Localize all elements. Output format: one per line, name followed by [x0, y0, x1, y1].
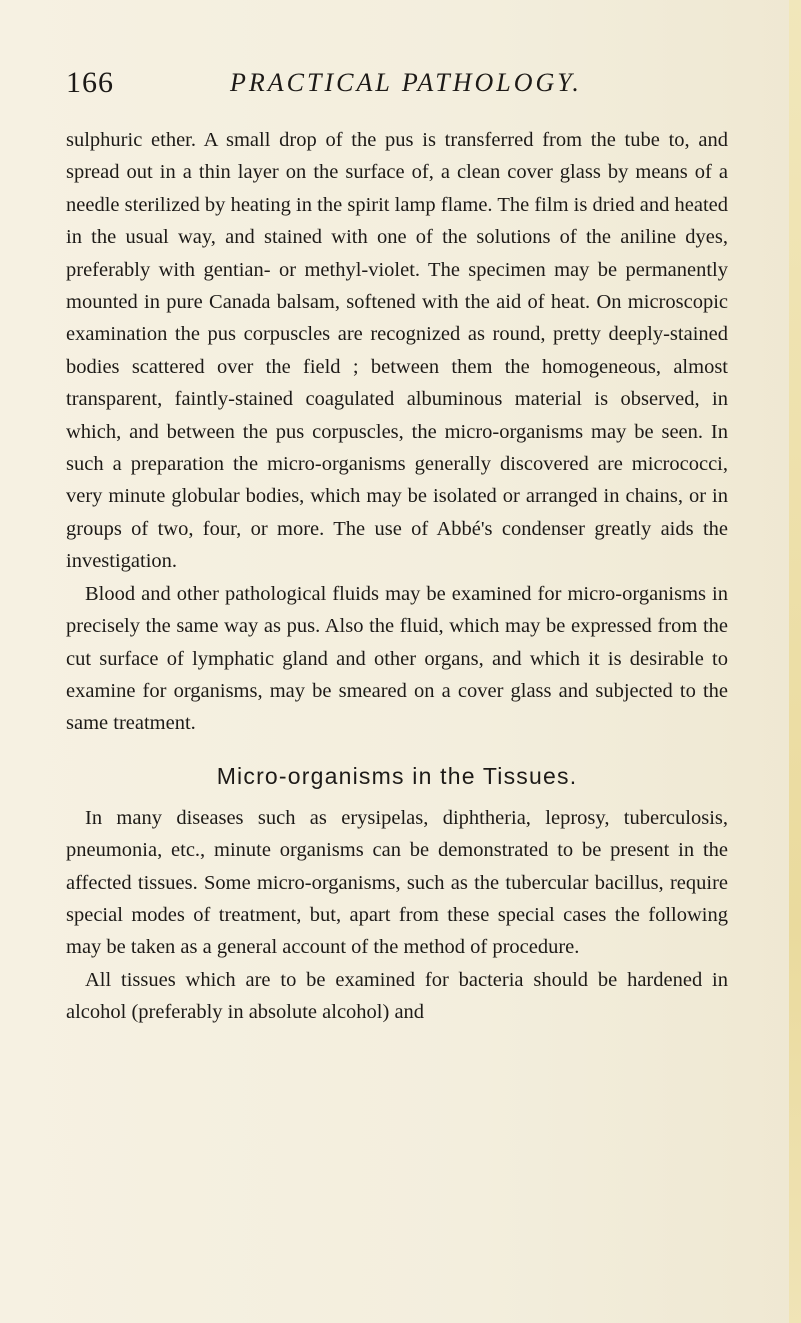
paragraph-pus-staining: sulphuric ether. A small drop of the pus is transferred from the tube to, and spread out in a thin layer on the surface of, a clean cover glass by means of a needle sterilized by heating in the spirit lamp flame. The film is dried and heated in the usual way, and stained with one of the solutions of the aniline dyes, preferably with gentian- or methyl-violet. The specimen may be permanently mounted in pure Canada balsam, softened with the aid of heat. On microscopic examination the pus corpuscles are recognized as round, pretty deeply-stained bodies scattered over the field ; between them the homogeneous, almost transparent, faintly-stained coagulated albuminous material is observed, in which, and between the pus corpuscles, the micro-organisms may be seen. In such a preparation the micro-organisms generally discovered are micrococci, very minute globular bodies, which may be isolated or arranged in chains, or in groups of two, four, or more. The use of Abbé's condenser greatly aids the investigation. [66, 129, 728, 573]
body-text [66, 124, 728, 1029]
paragraph-tissues-hardening: All tissues which are to be examined for bacteria should be hardened in alcohol (preferably in absolute alcohol) and [66, 968, 728, 1024]
page-number: 166 [66, 66, 114, 99]
paragraph-blood-fluids: Blood and other pathological fluids may be examined for micro-organisms in precisely the same way as pus. Also the fluid, which may be expressed from the cut surface of lymphatic gland and other organs, and which it is desirable to examine for organisms, may be smeared on a cover glass and subjected to the same treatment. [66, 582, 728, 735]
page-edge-shading [789, 0, 801, 1323]
running-title: PRACTICAL PATHOLOGY. [230, 68, 582, 97]
paragraph-diseases: In many diseases such as erysipelas, diphtheria, leprosy, tuberculosis, pneumonia, etc., minute organisms can be demonstrated to be present in the affected tissues. Some micro-organisms, such as the tubercular bacillus, require special modes of treatment, but, apart from these special cases the following may be taken as a general account of the method of procedure. [66, 806, 728, 959]
section-heading: Micro-organisms in the Tissues. [216, 762, 578, 789]
running-head [66, 66, 726, 106]
